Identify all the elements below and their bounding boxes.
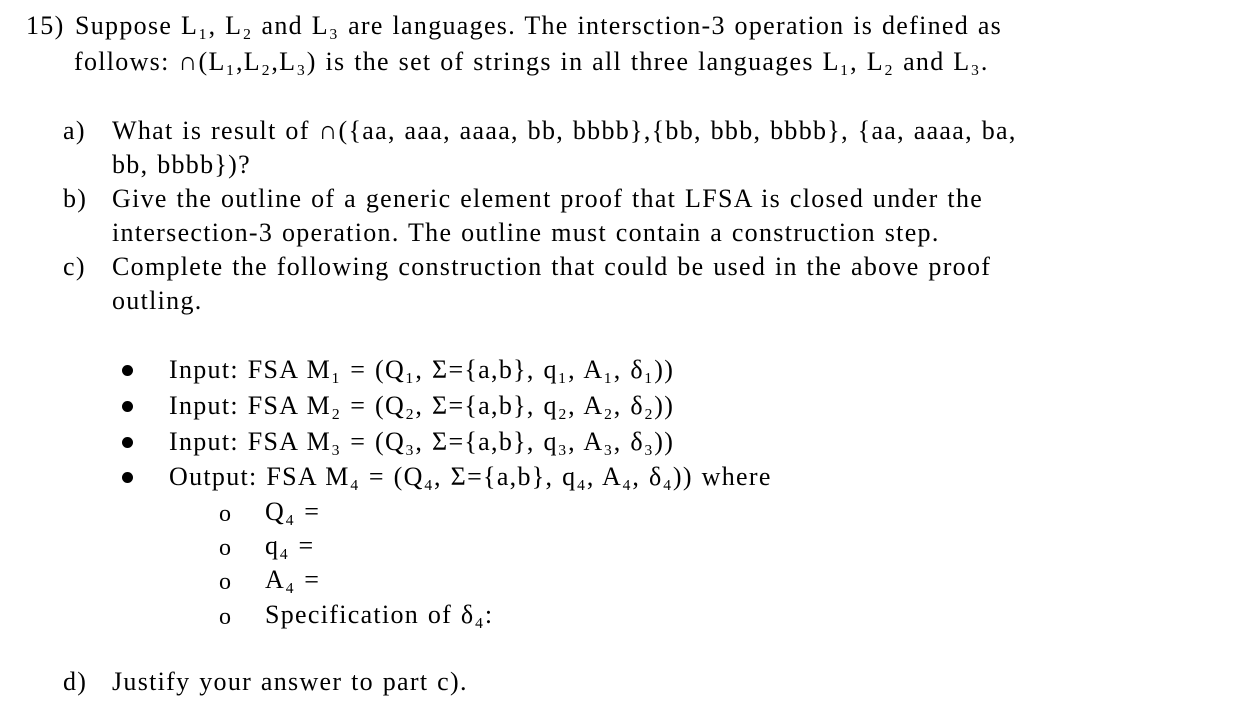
question-intro-line-2: follows: ∩(L₁,L₂,L₃) is the set of strings in all three languages L₁, L₂ and L₃. [74,47,989,76]
sub-bullet-marker: o [219,569,233,595]
bullet-dot-icon [122,401,133,412]
part-c-label: c) [63,252,86,281]
construction-input-3: Input: FSA M₃ = (Q₃, Σ={a,b}, q₃, A₃, δ₃)) [169,427,675,456]
construction-output: Output: FSA M₄ = (Q₄, Σ={a,b}, q₄, A₄, δ₄)) where [169,462,772,491]
question-intro-line-1: Suppose L₁, L₂ and L₃ are languages. The intersction-3 operation is defined as [75,11,1003,40]
part-c-line-2: outling. [112,286,203,315]
part-b-line-1: Give the outline of a generic element proof that LFSA is closed under the [112,184,984,213]
part-a-line-1: What is result of ∩({aa, aaa, aaaa, bb, bbbb},{bb, bbb, bbbb}, {aa, aaaa, ba, [112,116,1017,145]
bullet-dot-icon [122,437,133,448]
part-b-line-2: intersection-3 operation. The outline must contain a construction step. [112,218,940,247]
part-a-label: a) [63,116,86,145]
sub-item-q4: q₄ = [265,531,315,560]
sub-item-A4: A₄ = [265,565,321,594]
sub-bullet-marker: o [219,535,233,561]
sub-item-delta4: Specification of δ₄: [265,600,494,629]
sub-bullet-marker: o [219,604,233,630]
bullet-dot-icon [122,365,133,376]
question-number: 15) [26,11,65,40]
part-c-line-1: Complete the following construction that could be used in the above proof [112,252,992,281]
sub-item-Q4: Q₄ = [265,497,321,526]
part-d-line-1: Justify your answer to part c). [112,667,468,696]
construction-input-1: Input: FSA M₁ = (Q₁, Σ={a,b}, q₁, A₁, δ₁)) [169,355,675,384]
part-d-label: d) [63,667,88,696]
sub-bullet-marker: o [219,501,233,527]
construction-input-2: Input: FSA M₂ = (Q₂, Σ={a,b}, q₂, A₂, δ₂)) [169,391,675,420]
part-b-label: b) [63,184,88,213]
bullet-dot-icon [122,472,133,483]
part-a-line-2: bb, bbbb})? [112,150,251,179]
